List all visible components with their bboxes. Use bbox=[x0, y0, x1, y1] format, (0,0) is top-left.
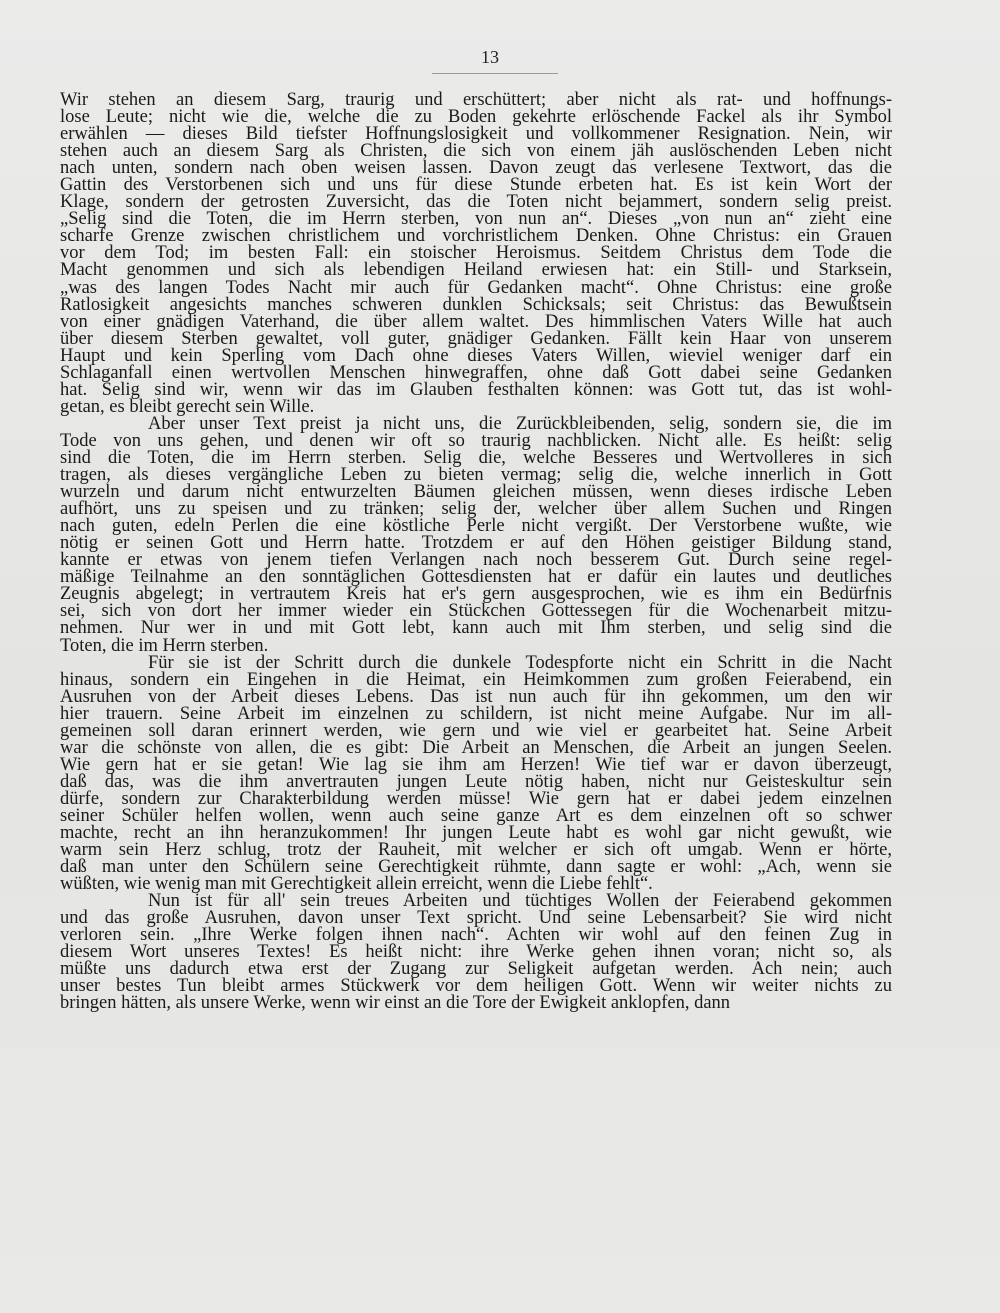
text-line: wurzeln und darum nicht entwurzelten Bäumen gleichen müssen, wenn dieses irdische Leben bbox=[60, 482, 892, 503]
page-number: 13 bbox=[481, 47, 499, 67]
text-line: scharfe Grenze zwischen christlichem und vorchristlichem Denken. Ohne Christus: ein Grauen bbox=[60, 226, 892, 247]
text-line: seiner Schüler helfen wollen, wenn auch seine ganze Art es dem einzelnen oft so schwer bbox=[60, 805, 892, 826]
text-line: über diesem Sterben gewaltet, voll guter, gnädiger Gedanken. Fällt kein Haar von unserem bbox=[60, 328, 892, 349]
text-line: Haupt und kein Sperling vom Dach ohne dieses Vaters Willen, wieviel weniger darf ein bbox=[60, 345, 892, 366]
text-line: Toten, die im Herrn sterben. bbox=[60, 635, 269, 656]
text-line: hat. Selig sind wir, wenn wir das im Glauben festhalten können: was Gott tut, das ist wohl- bbox=[60, 379, 892, 400]
text-line: nach guten, edeln Perlen die eine köstliche Perle nicht vergißt. Der Verstorbene wußte, wie bbox=[60, 516, 892, 537]
text-line: Ratlosigkeit angesichts manches schweren dunklen Schicksals; seit Christus: das Bewußtsein bbox=[60, 294, 892, 315]
text-line: warm sein Herz schlug, trotz der Rauheit, mit welcher er sich oft umgab. Wenn er hörte, bbox=[60, 840, 892, 861]
text-line: Gattin des Verstorbenen sich und uns für diese Stunde erbeten hat. Es ist kein Wort der bbox=[60, 175, 892, 196]
text-line: getan, es bleibt gerecht sein Wille. bbox=[60, 396, 315, 417]
text-line: mäßige Teilnahme an den sonntäglichen Gottesdiensten hat er dafür ein lautes und deutliches bbox=[60, 567, 892, 588]
text-line: gemeinen soll daran erinnert werden, wie gern und wie viel er gearbeitet hat. Seine Arbeit bbox=[60, 720, 892, 741]
text-line: Wir stehen an diesem Sarg, traurig und erschüttert; aber nicht als rat- und hoffnungs- bbox=[60, 90, 892, 110]
text-line: bringen hätten, als unsere Werke, wenn wir einst an die Tore der Ewigkeit anklopfen, dann bbox=[60, 993, 731, 1014]
text-line: von einer gnädigen Vaterhand, die über allem waltet. Des himmlischen Vaters Wille hat auch bbox=[60, 311, 892, 332]
text-line: Zeugnis abgelegt; in vertrautem Kreis hat er's gern ausgesprochen, wie es ihm ein Bedürfnis bbox=[60, 584, 892, 605]
text-line: erwählen — dieses Bild tiefster Hoffnungslosigkeit und vollkommener Resignation. Nein, wir bbox=[60, 124, 892, 145]
text-line: vor dem Tod; im besten Fall: ein stoischer Heroismus. Seitdem Christus dem Tode die bbox=[60, 243, 892, 264]
paragraph bbox=[60, 92, 892, 416]
text-line: Wie gern hat er sie getan! Wie lag sie ihm am Herzen! Wie tief war er davon überzeugt, bbox=[60, 754, 892, 775]
text-line: lose Leute; nicht wie die, welche die zu Boden gekehrte erlöschende Fackel als ihr Symbol bbox=[60, 107, 892, 128]
paragraph bbox=[60, 652, 892, 895]
text-line: sind die Toten, die im Herrn sterben. Selig die, welche Besseres und Wertvolleres in sich bbox=[60, 447, 892, 468]
text-line: daß das, was die ihm anvertrauten jungen Leute nötig haben, nicht nur Geisteskultur sein bbox=[60, 771, 892, 792]
text-line: hinaus, sondern ein Eingehen in die Heimat, ein Heimkommen zum großen Feierabend, ein bbox=[60, 669, 892, 690]
text-line: daß man unter den Schülern seine Gerechtigkeit rühmte, dann sagte er wohl: „Ach, wenn sie bbox=[60, 857, 892, 878]
text-line: stehen auch an diesem Sarg als Christen, die sich von einem jäh auslöschenden Leben nicht bbox=[60, 141, 892, 162]
paragraph bbox=[60, 413, 892, 656]
text-line: hier trauern. Seine Arbeit im einzelnen zu schildern, ist nicht meine Aufgabe. Nur im all- bbox=[60, 703, 892, 724]
text-line: „Selig sind die Toten, die im Herrn sterben, von nun an“. Dieses „von nun an“ zieht eine bbox=[60, 209, 892, 230]
text-line: verloren sein. „Ihre Werke folgen ihnen nach“. Achten wir wohl auf den feinen Zug in bbox=[60, 925, 892, 946]
text-line: wüßten, wie wenig man mit Gerechtigkeit allein erreicht, wenn die Liebe fehlt“. bbox=[60, 874, 653, 895]
text-line: sei, sich von dort her immer wieder ein Stückchen Gottessegen für die Wochenarbeit mitzu- bbox=[60, 601, 892, 622]
text-line: aufhört, uns zu speisen und zu tränken; selig der, welcher über allem Suchen und Ringen bbox=[60, 499, 892, 520]
text-line: Tode von uns gehen, und denen wir oft so traurig nachblicken. Nicht alle. Es heißt: selig bbox=[60, 430, 892, 451]
text-line: Klage, sondern der getrosten Zuversicht, das die Toten nicht bejammert, sondern selig preist. bbox=[60, 192, 892, 213]
text-line: tragen, als dieses vergängliche Leben zu bieten vermag; selig die, welche innerlich in Gott bbox=[60, 465, 892, 486]
text-line: Ausruhen von der Arbeit dieses Lebens. Das ist nun auch für ihn gekommen, um den wir bbox=[60, 686, 892, 707]
text-line: machte, recht an ihn heranzukommen! Ihr jungen Leute habt es wohl gar nicht gewußt, wie bbox=[60, 823, 892, 844]
text-line: Macht genommen und sich als lebendigen Heiland erwiesen hat: ein Still- und Starksein, bbox=[60, 260, 892, 281]
paragraph bbox=[60, 893, 892, 1012]
header-rule bbox=[432, 73, 558, 74]
text-line: nötig er seinen Gott und Herrn hatte. Trotzdem er auf den Höhen geistiger Bildung stand, bbox=[60, 533, 892, 554]
text-line: nehmen. Nur wer in und mit Gott lebt, kann auch mit Ihm sterben, und selig sind die bbox=[60, 618, 892, 639]
text-line: nach unten, sondern nach oben weisen lassen. Davon zeugt das verlesene Textwort, das die bbox=[60, 158, 892, 179]
text-line: Schlaganfall einen wertvollen Menschen hinwegraffen, ohne daß Gott dabei seine Gedanken bbox=[60, 362, 892, 383]
text-line: kannte er etwas von jenem tiefen Verlangen nach noch besserem Gut. Durch seine regel- bbox=[60, 550, 892, 571]
text-line: „was des langen Todes Nacht mir auch für Gedanken macht“. Ohne Christus: eine große bbox=[60, 277, 892, 298]
text-line: Nun ist für all' sein treues Arbeiten und tüchtiges Wollen der Feierabend gekommen bbox=[148, 891, 892, 912]
text-line: diesem Wort unseres Textes! Es heißt nicht: ihre Werke gehen ihnen voran; nicht so, als bbox=[60, 942, 892, 963]
text-line: war die schönste von allen, die es gibt: Die Arbeit an Menschen, die Arbeit an jungen Seelen. bbox=[60, 737, 892, 758]
body-text bbox=[60, 92, 892, 1013]
text-line: Für sie ist der Schritt durch die dunkele Todespforte nicht ein Schritt in die Nacht bbox=[148, 652, 892, 673]
text-line: dürfe, sondern zur Charakterbildung werden müsse! Wie gern hat er dabei jedem einzelnen bbox=[60, 788, 892, 809]
text-line: und das große Ausruhen, davon unser Text spricht. Und seine Lebensarbeit? Sie wird nicht bbox=[60, 908, 892, 929]
text-line: unser bestes Tun bleibt armes Stückwerk vor dem heiligen Gott. Wenn wir weiter nichts zu bbox=[60, 976, 892, 997]
text-line: Aber unser Text preist ja nicht uns, die Zurückbleibenden, selig, sondern sie, die im bbox=[148, 413, 892, 434]
text-line: müßte uns dadurch etwa erst der Zugang zur Seligkeit aufgetan werden. Ach nein; auch bbox=[60, 959, 892, 980]
